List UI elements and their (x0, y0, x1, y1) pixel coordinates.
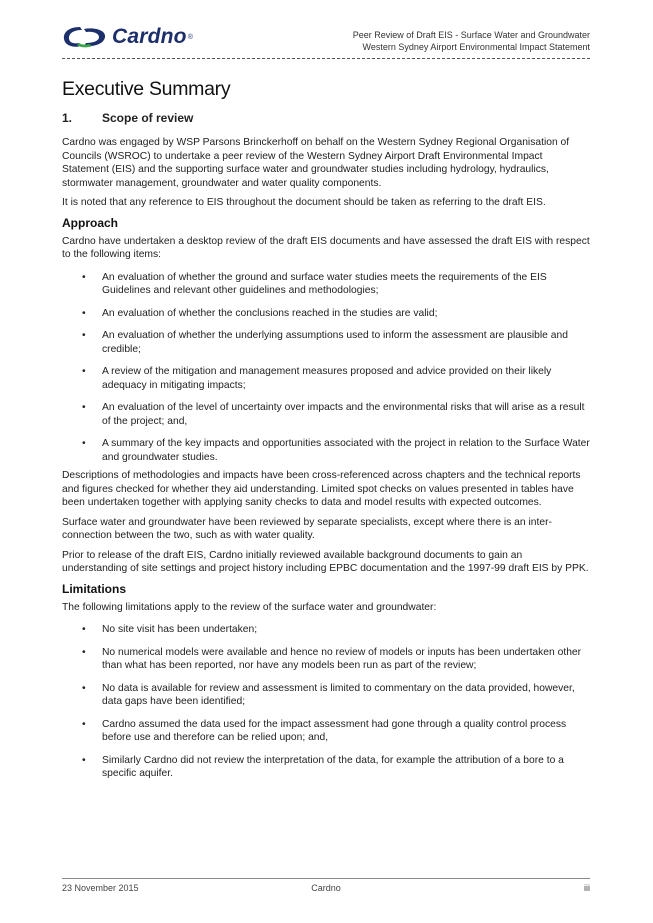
bullet-icon: • (82, 682, 86, 694)
list-item: • Cardno assumed the data used for the impact assessment had gone through a quality control process before use and therefore can be relied upon; and, (82, 718, 567, 743)
cardno-logo (62, 24, 193, 50)
page-header (62, 20, 590, 58)
list-item: • No data is available for review and assessment is limited to commentary on the data provided, however, data gaps have been identified; (82, 682, 575, 707)
document-title-block (353, 29, 590, 53)
list-item: • A review of the mitigation and management measures proposed and advice provided on their likely adequacy in mitigating impacts; (82, 366, 552, 391)
bullet-icon: • (82, 366, 86, 377)
list-item: • An evaluation of whether the conclusions reached in the studies are valid; (82, 307, 438, 319)
bullet-icon: • (82, 330, 86, 341)
list-item: • No numerical models were available and hence no review of models or inputs has been undertaken other than what has been reported, nor have any models been run as part of the review; (82, 646, 582, 671)
list-item: • An evaluation of whether the underlying assumptions used to inform the assessment are plausible and credible; (82, 330, 568, 355)
limitations-heading: Limitations (62, 581, 127, 596)
limitations-intro: The following limitations apply to the review of the surface water and groundwater: (62, 601, 437, 613)
section-title: Scope of review (102, 111, 194, 125)
list-item: • An evaluation of whether the ground and surface water studies meets the requirements of the EIS Guidelines and relevant other guidelines and methodologies; (82, 271, 547, 296)
limitations-list (62, 623, 590, 781)
cardno-swoosh-icon (62, 24, 108, 50)
doc-title-line-2: Western Sydney Airport Environmental Impact Statement (362, 42, 590, 52)
body-paragraph: Surface water and groundwater have been reviewed by separate specialists, except where there is an inter-connection between the two, such as with water quality. (62, 516, 552, 541)
doc-title-line-1: Peer Review of Draft EIS - Surface Water and Groundwater (352, 30, 590, 40)
bullet-icon: • (82, 754, 86, 766)
bullet-icon: • (82, 624, 86, 635)
footer-date: 23 November 2015 (62, 883, 139, 893)
page-title: Executive Summary (62, 78, 231, 100)
logo-wordmark: Cardno (112, 25, 187, 48)
list-item: • A summary of the key impacts and opportunities associated with the project in relation to the Surface Water and groundwater studies. (82, 438, 590, 463)
page-number: iii (584, 883, 590, 893)
bullet-icon: • (82, 402, 86, 413)
bullet-icon: • (82, 646, 86, 658)
intro-paragraph: It is noted that any reference to EIS throughout the document should be taken as referring to the draft EIS. (62, 197, 546, 208)
footer-company: Cardno (311, 883, 341, 893)
approach-intro: Cardno have undertaken a desktop review of the draft EIS documents and have assessed the draft EIS with respect to the following items: (62, 235, 590, 260)
page-footer (62, 878, 590, 897)
body-paragraph: Prior to release of the draft EIS, Cardno initially reviewed available background documents to gain an understanding of site settings and project history including EPBC documentation and the 1997-99 draft EIS by PPK. (62, 549, 589, 574)
section-number: 1. (62, 111, 73, 125)
list-item: • No site visit has been undertaken; (82, 624, 258, 635)
list-item: • Similarly Cardno did not review the interpretation of the data, for example the attribution of a bore to a specific aquifer. (82, 754, 564, 779)
bullet-icon: • (82, 718, 86, 730)
bullet-icon: • (82, 271, 86, 283)
page-content (62, 78, 590, 790)
logo-registered-mark: ® (187, 33, 193, 41)
approach-heading: Approach (62, 215, 119, 230)
body-paragraph: Descriptions of methodologies and impacts have been cross-referenced across chapters and the technical reports and figures checked for whether they aid understanding. Limited spot checks on values presented in tables have been undertaken together with applying sanity checks to data and model results with expected outcomes. (62, 470, 581, 508)
section-heading (62, 111, 590, 125)
bullet-icon: • (82, 307, 86, 319)
approach-list (62, 271, 590, 465)
intro-paragraph: Cardno was engaged by WSP Parsons Brinckerhoff on behalf on the Western Sydney Regional Organisation of Councils (WSROC) to undertake a peer review of the Western Sydney Airport Draft Environmental Impact Statement (EIS) and the supporting surface water and groundwater studies including hydrology, hydraulics, stormwater management, groundwater and water quality components. (62, 137, 570, 189)
bullet-icon: • (82, 438, 86, 449)
list-item: • An evaluation of the level of uncertainty over impacts and the environmental risks that will arise as a result of the project; and, (82, 402, 585, 427)
header-divider (62, 58, 590, 59)
